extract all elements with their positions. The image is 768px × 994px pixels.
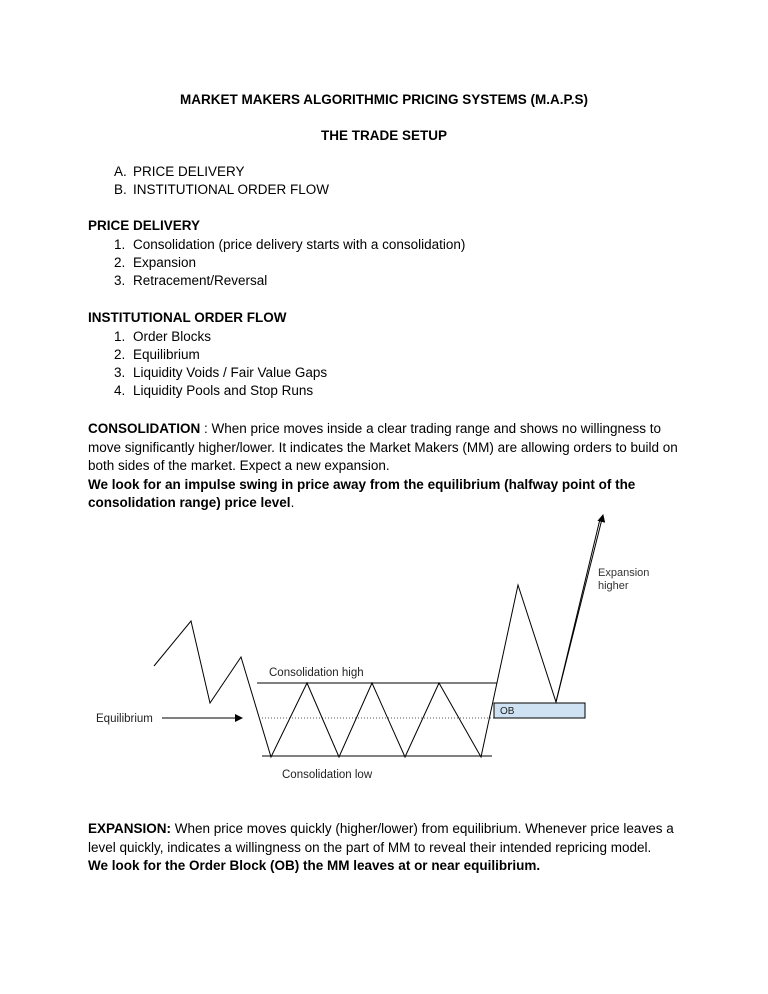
list-marker: B. (114, 182, 127, 197)
consolidation-body: : When price moves inside a clear trading range and shows no willingness to move significantly higher/lower. It indicates the Market Makers (MM) are allowing orders to build on both sides of the market. Expect a new expansion. (88, 421, 678, 473)
consolidation-low-label: Consolidation low (282, 769, 373, 781)
document-title: MARKET MAKERS ALGORITHMIC PRICING SYSTEMS (M.A.P.S) (179, 92, 588, 107)
list-marker: 1. (114, 329, 126, 344)
list-marker: 1. (114, 237, 126, 252)
list-item-text: Liquidity Voids / Fair Value Gaps (133, 365, 328, 380)
list-item-text: Expansion (133, 255, 197, 270)
expansion-label: Expansion (598, 567, 650, 579)
expansion-arrow (556, 515, 603, 702)
price-delivery-heading: PRICE DELIVERY (88, 218, 201, 233)
list-item-text: PRICE DELIVERY (133, 164, 245, 179)
price-path-line (154, 519, 600, 757)
list-marker: A. (114, 164, 127, 179)
list-marker: 3. (114, 273, 126, 288)
list-marker: 4. (114, 383, 126, 398)
list-marker: 3. (114, 365, 126, 380)
list-item-text: Retracement/Reversal (133, 273, 268, 288)
expansion-label-line2: higher (598, 580, 629, 592)
list-item-text: Equilibrium (133, 347, 200, 362)
expansion-paragraph (88, 820, 684, 876)
order-block-label: OB (500, 706, 515, 717)
equilibrium-label: Equilibrium (96, 713, 153, 725)
consolidation-term: CONSOLIDATION (88, 421, 201, 436)
consolidation-high-label: Consolidation high (269, 667, 364, 679)
list-item-text: INSTITUTIONAL ORDER FLOW (133, 182, 330, 197)
list-item-text: Order Blocks (133, 329, 212, 344)
list-item-text: Consolidation (price delivery starts with a consolidation) (133, 237, 466, 252)
list-item-text: Liquidity Pools and Stop Runs (133, 383, 314, 398)
document-subtitle: THE TRADE SETUP (320, 128, 447, 143)
order-flow-heading: INSTITUTIONAL ORDER FLOW (88, 310, 287, 325)
list-marker: 2. (114, 347, 126, 362)
expansion-term: EXPANSION: (88, 821, 172, 836)
expansion-body: When price moves quickly (higher/lower) from equilibrium. Whenever price leaves a level quickly, indicates a willingness on the part of MM to reveal their intended repricing model. (88, 821, 674, 855)
expansion-emphasis: We look for the Order Block (OB) the MM leaves at or near equilibrium. (88, 858, 541, 873)
consolidation-emphasis-end: . (290, 495, 295, 510)
list-marker: 2. (114, 255, 126, 270)
consolidation-emphasis: We look for an impulse swing in price away from the equilibrium (halfway point of the consolidation range) price level (88, 476, 636, 510)
